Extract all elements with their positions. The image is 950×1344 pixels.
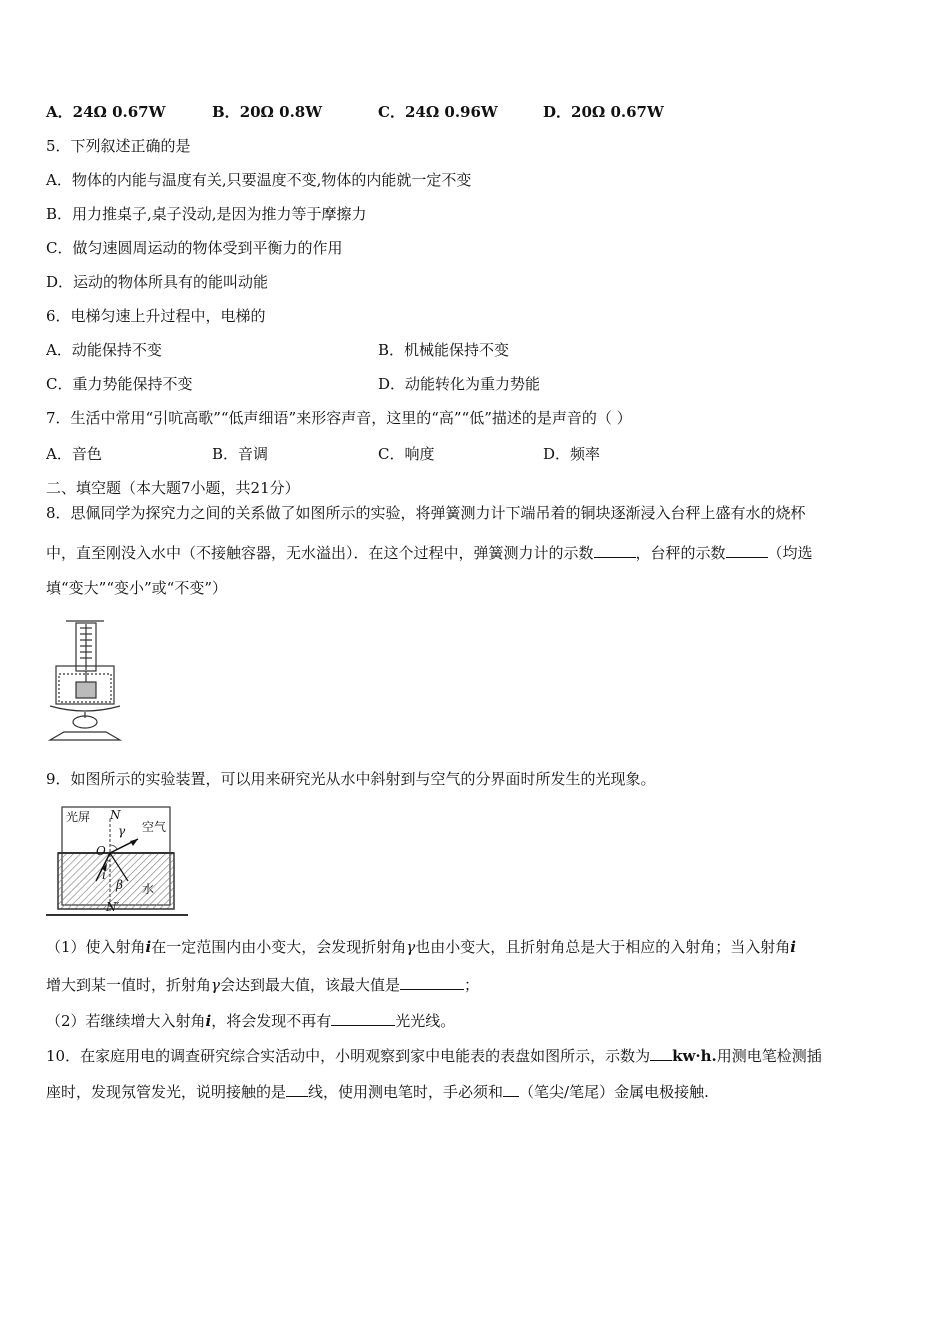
q4-option-c: C．24Ω 0.96W xyxy=(378,103,498,121)
q9-blank-1[interactable] xyxy=(400,973,464,990)
q9-fig-label-beta: β xyxy=(116,878,123,892)
q9-fig-label-water: 水 xyxy=(142,882,155,896)
q8-fig-scale-base xyxy=(50,732,120,740)
q8-figure xyxy=(44,618,126,746)
q9-part1-line-1: （1）使入射角i在一定范围内由小变大，会发现折射角γ也由小变大，且折射角总是大于相应的入射角；当入射角i xyxy=(46,938,796,956)
q8-fig-scale-pan xyxy=(50,706,120,711)
q7-option-a: A．音色 xyxy=(46,445,102,463)
q6-option-c: C．重力势能保持不变 xyxy=(46,375,193,393)
q10-blank-2[interactable] xyxy=(286,1080,308,1097)
q10-blank-1[interactable] xyxy=(650,1044,672,1061)
q5-stem: 5．下列叙述正确的是 xyxy=(46,137,191,155)
q9-fig-label-n: N xyxy=(110,808,121,822)
q8-line-2: 中，直至刚没入水中（不接触容器，无水溢出）．在这个过程中，弹簧测力计的示数 ，台秤的示数 （均选 xyxy=(46,541,813,563)
q4-option-d: D．20Ω 0.67W xyxy=(543,103,664,121)
q8-blank-1[interactable] xyxy=(594,541,636,558)
q6-option-a: A．动能保持不变 xyxy=(46,341,162,359)
q8-fig-copper-block xyxy=(76,682,96,698)
q7-option-d: D．频率 xyxy=(543,445,601,463)
q9-fig-label-n-prime: N′ xyxy=(106,900,120,914)
q9-stem: 9．如图所示的实验装置，可以用来研究光从水中斜射到与空气的分界面时所发生的光现象。 xyxy=(46,770,656,788)
q4-option-b: B．20Ω 0.8W xyxy=(212,103,323,121)
q9-blank-2[interactable] xyxy=(331,1009,395,1026)
q9-part1-line-2: 增大到某一值时，折射角γ会达到最大值，该最大值是 ； xyxy=(46,973,479,995)
q5-option-d: D．运动的物体所具有的能叫动能 xyxy=(46,273,269,291)
q9-fig-label-screen: 光屏 xyxy=(66,810,91,824)
q9-fig-label-i: i xyxy=(102,868,106,882)
q7-stem: 7．生活中常用“引吭高歌”“低声细语”来形容声音，这里的“高”“低”描述的是声音的（ ） xyxy=(46,409,632,427)
q7-option-c: C．响度 xyxy=(378,445,435,463)
q7-option-b: B．音调 xyxy=(212,445,269,463)
q8-line-1: 8．思佩同学为探究力之间的关系做了如图所示的实验，将弹簧测力计下端吊着的铜块逐渐浸入台秤上盛有水的烧杯 xyxy=(46,504,806,522)
q8-line-3: 填“变大”“变小”或“不变”） xyxy=(46,579,228,597)
q10-line-2: 座时，发现氖管发光，说明接触的是 线，使用测电笔时，手必须和 （笔尖/笔尾）金属电极接触. xyxy=(46,1080,709,1102)
q9-figure xyxy=(44,805,192,921)
q10-line-1: 10．在家庭用电的调查研究综合实活动中，小明观察到家中电能表的表盘如图所示，示数为 kw·h.用测电笔检测插 xyxy=(46,1044,822,1066)
q5-option-c: C．做匀速圆周运动的物体受到平衡力的作用 xyxy=(46,239,343,257)
q9-fig-label-gamma: γ xyxy=(118,824,126,838)
q6-option-b: B．机械能保持不变 xyxy=(378,341,510,359)
q6-stem: 6．电梯匀速上升过程中，电梯的 xyxy=(46,307,266,325)
q6-option-d: D．动能转化为重力势能 xyxy=(378,375,541,393)
section-heading: 二、填空题（本大题7小题，共21分） xyxy=(46,479,300,497)
q10-blank-3[interactable] xyxy=(503,1080,519,1097)
q8-blank-2[interactable] xyxy=(726,541,768,558)
q5-option-b: B．用力推桌子,桌子没动,是因为推力等于摩擦力 xyxy=(46,205,367,223)
q5-option-a: A．物体的内能与温度有关,只要温度不变,物体的内能就一定不变 xyxy=(46,171,472,189)
q9-part2: （2）若继续增大入射角i，将会发现不再有 光光线。 xyxy=(46,1009,455,1031)
q4-option-a: A．24Ω 0.67W xyxy=(46,103,166,121)
q9-fig-label-air: 空气 xyxy=(142,820,167,834)
q9-fig-label-o: O xyxy=(96,844,106,858)
